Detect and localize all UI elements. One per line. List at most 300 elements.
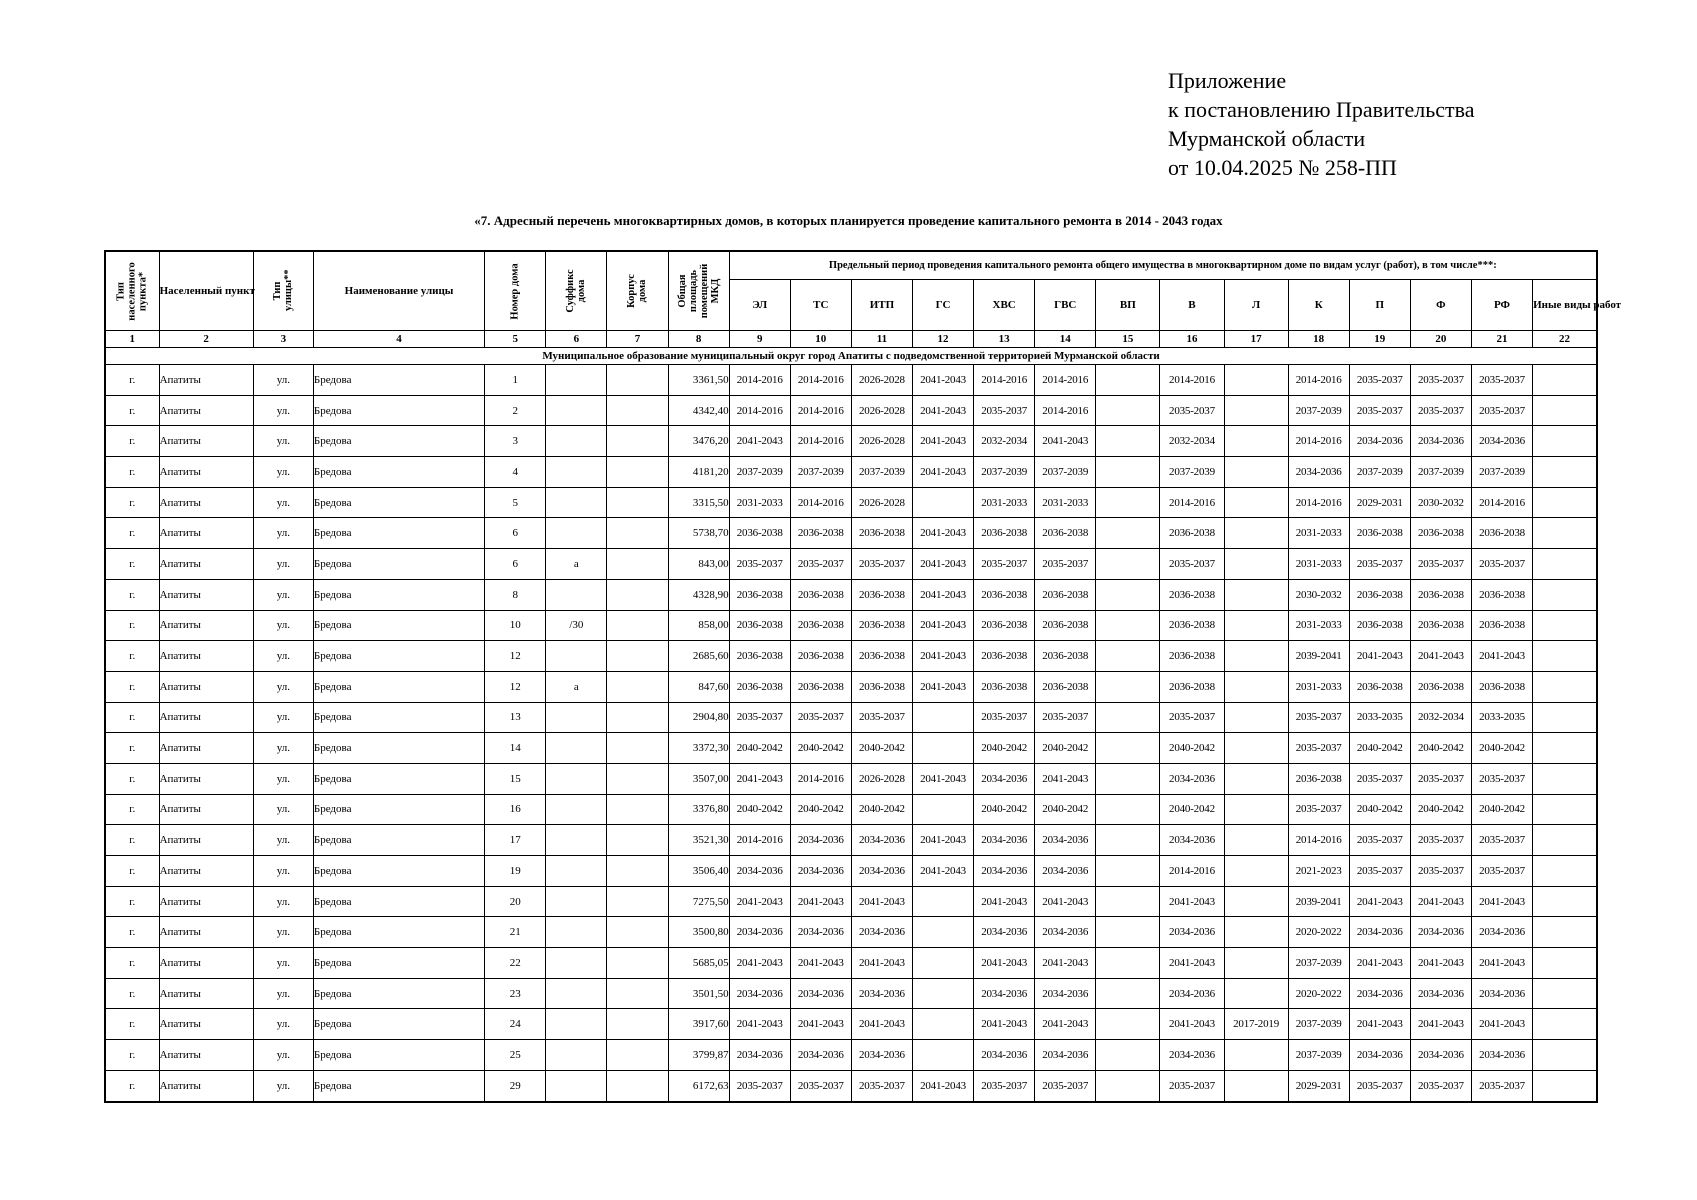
cell-settlement-type: г. xyxy=(105,1040,159,1071)
cell-period-other xyxy=(1533,671,1597,702)
cell-period-itp: 2041-2043 xyxy=(851,1009,912,1040)
table-row xyxy=(105,856,1597,887)
cell-period-p: 2035-2037 xyxy=(1349,395,1410,426)
cell-period-itp: 2035-2037 xyxy=(851,702,912,733)
column-number: 18 xyxy=(1288,331,1349,348)
cell-period-l xyxy=(1224,886,1288,917)
cell-period-k: 2031-2033 xyxy=(1288,671,1349,702)
header-service-rf: РФ xyxy=(1471,280,1532,331)
cell-period-l xyxy=(1224,733,1288,764)
approval-line-2: к постановлению Правительства xyxy=(1168,97,1475,122)
cell-period-ts: 2034-2036 xyxy=(790,917,851,948)
cell-period-f: 2035-2037 xyxy=(1410,549,1471,580)
cell-period-itp: 2034-2036 xyxy=(851,856,912,887)
cell-period-gs: 2041-2043 xyxy=(912,457,973,488)
cell-period-l xyxy=(1224,610,1288,641)
cell-house-suffix xyxy=(546,579,607,610)
table-row xyxy=(105,395,1597,426)
cell-period-v: 2041-2043 xyxy=(1160,1009,1224,1040)
cell-period-gs xyxy=(912,978,973,1009)
cell-street-type: ул. xyxy=(253,978,313,1009)
cell-period-el: 2040-2042 xyxy=(729,794,790,825)
cell-period-vp xyxy=(1096,917,1160,948)
cell-period-rf: 2034-2036 xyxy=(1471,917,1532,948)
cell-period-l xyxy=(1224,426,1288,457)
cell-period-hvs: 2040-2042 xyxy=(974,794,1035,825)
cell-building xyxy=(607,610,668,641)
cell-period-other xyxy=(1533,1070,1597,1101)
cell-period-rf: 2035-2037 xyxy=(1471,856,1532,887)
cell-house-suffix: а xyxy=(546,549,607,580)
cell-period-other xyxy=(1533,978,1597,1009)
cell-period-hvs: 2014-2016 xyxy=(974,365,1035,396)
cell-period-rf: 2036-2038 xyxy=(1471,518,1532,549)
cell-house-number: 23 xyxy=(485,978,546,1009)
cell-period-p: 2035-2037 xyxy=(1349,549,1410,580)
cell-period-gvs: 2040-2042 xyxy=(1035,733,1096,764)
cell-building xyxy=(607,1040,668,1071)
table-row xyxy=(105,641,1597,672)
cell-street-type: ул. xyxy=(253,886,313,917)
cell-street-type: ул. xyxy=(253,856,313,887)
cell-street-type: ул. xyxy=(253,518,313,549)
cell-period-p: 2033-2035 xyxy=(1349,702,1410,733)
cell-house-suffix xyxy=(546,886,607,917)
cell-period-rf: 2041-2043 xyxy=(1471,641,1532,672)
cell-period-gvs: 2036-2038 xyxy=(1035,610,1096,641)
cell-period-p: 2036-2038 xyxy=(1349,671,1410,702)
cell-period-p: 2040-2042 xyxy=(1349,794,1410,825)
cell-period-k: 2037-2039 xyxy=(1288,948,1349,979)
cell-street-type: ул. xyxy=(253,426,313,457)
table-row xyxy=(105,457,1597,488)
cell-period-k: 2039-2041 xyxy=(1288,886,1349,917)
cell-period-hvs: 2034-2036 xyxy=(974,917,1035,948)
header-service-el: ЭЛ xyxy=(729,280,790,331)
cell-building xyxy=(607,856,668,887)
cell-house-number: 3 xyxy=(485,426,546,457)
cell-period-v: 2034-2036 xyxy=(1160,917,1224,948)
header-service-hvs: ХВС xyxy=(974,280,1035,331)
cell-period-other xyxy=(1533,733,1597,764)
cell-period-f: 2040-2042 xyxy=(1410,733,1471,764)
cell-period-k: 2031-2033 xyxy=(1288,610,1349,641)
cell-period-hvs: 2031-2033 xyxy=(974,487,1035,518)
cell-period-hvs: 2035-2037 xyxy=(974,702,1035,733)
cell-house-number: 6 xyxy=(485,518,546,549)
table-row xyxy=(105,1009,1597,1040)
cell-period-p: 2041-2043 xyxy=(1349,641,1410,672)
cell-period-v: 2041-2043 xyxy=(1160,886,1224,917)
cell-period-gvs: 2035-2037 xyxy=(1035,1070,1096,1101)
cell-period-gvs: 2035-2037 xyxy=(1035,549,1096,580)
address-register-table xyxy=(104,250,1622,1103)
cell-period-gvs: 2040-2042 xyxy=(1035,794,1096,825)
cell-period-other xyxy=(1533,365,1597,396)
cell-settlement: Апатиты xyxy=(159,733,253,764)
cell-house-number: 25 xyxy=(485,1040,546,1071)
table-row xyxy=(105,426,1597,457)
cell-period-gvs: 2041-2043 xyxy=(1035,1009,1096,1040)
approval-block xyxy=(1168,66,1474,182)
cell-settlement: Апатиты xyxy=(159,702,253,733)
table-row xyxy=(105,702,1597,733)
cell-period-v: 2014-2016 xyxy=(1160,365,1224,396)
cell-period-f: 2041-2043 xyxy=(1410,1009,1471,1040)
cell-street-type: ул. xyxy=(253,1070,313,1101)
cell-period-vp xyxy=(1096,457,1160,488)
cell-period-k: 2037-2039 xyxy=(1288,1009,1349,1040)
cell-period-ts: 2034-2036 xyxy=(790,1040,851,1071)
cell-period-k: 2014-2016 xyxy=(1288,825,1349,856)
cell-period-other xyxy=(1533,426,1597,457)
cell-period-k: 2035-2037 xyxy=(1288,702,1349,733)
cell-period-other xyxy=(1533,856,1597,887)
cell-period-vp xyxy=(1096,610,1160,641)
cell-period-gvs: 2041-2043 xyxy=(1035,426,1096,457)
cell-settlement-type: г. xyxy=(105,579,159,610)
cell-street-name: Бредова xyxy=(313,487,484,518)
cell-period-gvs: 2034-2036 xyxy=(1035,1040,1096,1071)
cell-period-vp xyxy=(1096,1070,1160,1101)
cell-period-hvs: 2036-2038 xyxy=(974,610,1035,641)
cell-period-hvs: 2034-2036 xyxy=(974,856,1035,887)
cell-period-el: 2036-2038 xyxy=(729,518,790,549)
cell-period-k: 2037-2039 xyxy=(1288,395,1349,426)
cell-street-type: ул. xyxy=(253,825,313,856)
cell-period-ts: 2036-2038 xyxy=(790,579,851,610)
cell-period-ts: 2036-2038 xyxy=(790,641,851,672)
cell-house-number: 8 xyxy=(485,579,546,610)
cell-period-hvs: 2035-2037 xyxy=(974,549,1035,580)
cell-period-other xyxy=(1533,825,1597,856)
cell-period-el: 2036-2038 xyxy=(729,610,790,641)
cell-period-v: 2034-2036 xyxy=(1160,825,1224,856)
header-service-p: П xyxy=(1349,280,1410,331)
table-row xyxy=(105,579,1597,610)
cell-period-gvs: 2031-2033 xyxy=(1035,487,1096,518)
cell-period-f: 2041-2043 xyxy=(1410,886,1471,917)
cell-period-gs xyxy=(912,487,973,518)
cell-settlement: Апатиты xyxy=(159,794,253,825)
cell-period-f: 2036-2038 xyxy=(1410,671,1471,702)
cell-period-hvs: 2035-2037 xyxy=(974,1070,1035,1101)
cell-period-gvs: 2036-2038 xyxy=(1035,671,1096,702)
column-number: 9 xyxy=(729,331,790,348)
cell-period-rf: 2036-2038 xyxy=(1471,579,1532,610)
header-settlement-type: Тип населенного пункта* xyxy=(105,251,159,331)
cell-period-hvs: 2041-2043 xyxy=(974,1009,1035,1040)
column-number: 12 xyxy=(912,331,973,348)
cell-house-suffix: а xyxy=(546,671,607,702)
cell-period-v: 2035-2037 xyxy=(1160,549,1224,580)
cell-period-ts: 2041-2043 xyxy=(790,886,851,917)
cell-settlement-type: г. xyxy=(105,856,159,887)
cell-street-type: ул. xyxy=(253,671,313,702)
cell-period-ts: 2035-2037 xyxy=(790,549,851,580)
cell-period-v: 2036-2038 xyxy=(1160,610,1224,641)
cell-period-hvs: 2041-2043 xyxy=(974,948,1035,979)
column-number: 5 xyxy=(485,331,546,348)
cell-street-type: ул. xyxy=(253,395,313,426)
cell-house-suffix xyxy=(546,1009,607,1040)
cell-period-ts: 2034-2036 xyxy=(790,856,851,887)
cell-period-l xyxy=(1224,917,1288,948)
cell-building xyxy=(607,671,668,702)
cell-period-itp: 2041-2043 xyxy=(851,886,912,917)
cell-settlement-type: г. xyxy=(105,487,159,518)
cell-settlement-type: г. xyxy=(105,763,159,794)
cell-period-rf: 2034-2036 xyxy=(1471,978,1532,1009)
cell-period-el: 2034-2036 xyxy=(729,856,790,887)
cell-period-rf: 2035-2037 xyxy=(1471,763,1532,794)
cell-period-gvs: 2037-2039 xyxy=(1035,457,1096,488)
cell-area: 5685,05 xyxy=(668,948,729,979)
table-row xyxy=(105,794,1597,825)
cell-period-vp xyxy=(1096,579,1160,610)
cell-period-l xyxy=(1224,702,1288,733)
cell-period-ts: 2035-2037 xyxy=(790,1070,851,1101)
table-row xyxy=(105,948,1597,979)
cell-area: 4181,20 xyxy=(668,457,729,488)
cell-house-suffix xyxy=(546,794,607,825)
cell-settlement-type: г. xyxy=(105,978,159,1009)
cell-period-v: 2014-2016 xyxy=(1160,856,1224,887)
cell-street-name: Бредова xyxy=(313,641,484,672)
cell-area: 3506,40 xyxy=(668,856,729,887)
cell-settlement-type: г. xyxy=(105,518,159,549)
header-street-type: Тип улицы** xyxy=(253,251,313,331)
cell-area: 3507,00 xyxy=(668,763,729,794)
header-house-number: Номер дома xyxy=(485,251,546,331)
cell-house-number: 14 xyxy=(485,733,546,764)
cell-period-hvs: 2035-2037 xyxy=(974,395,1035,426)
cell-building xyxy=(607,886,668,917)
cell-street-type: ул. xyxy=(253,487,313,518)
cell-period-p: 2034-2036 xyxy=(1349,1040,1410,1071)
column-number: 15 xyxy=(1096,331,1160,348)
cell-period-v: 2037-2039 xyxy=(1160,457,1224,488)
cell-period-gs: 2041-2043 xyxy=(912,763,973,794)
cell-house-suffix xyxy=(546,733,607,764)
cell-period-p: 2036-2038 xyxy=(1349,579,1410,610)
cell-house-suffix xyxy=(546,978,607,1009)
cell-period-gvs: 2041-2043 xyxy=(1035,948,1096,979)
column-number-row xyxy=(105,331,1597,348)
cell-house-suffix xyxy=(546,856,607,887)
cell-settlement: Апатиты xyxy=(159,671,253,702)
header-service-f: Ф xyxy=(1410,280,1471,331)
cell-area: 2904,80 xyxy=(668,702,729,733)
cell-period-vp xyxy=(1096,426,1160,457)
cell-period-itp: 2037-2039 xyxy=(851,457,912,488)
cell-area: 3315,50 xyxy=(668,487,729,518)
cell-period-f: 2030-2032 xyxy=(1410,487,1471,518)
cell-period-ts: 2041-2043 xyxy=(790,948,851,979)
cell-settlement: Апатиты xyxy=(159,825,253,856)
cell-period-hvs: 2034-2036 xyxy=(974,978,1035,1009)
cell-period-gvs: 2034-2036 xyxy=(1035,856,1096,887)
cell-house-number: 12 xyxy=(485,641,546,672)
cell-period-rf: 2035-2037 xyxy=(1471,549,1532,580)
cell-period-ts: 2036-2038 xyxy=(790,518,851,549)
cell-period-k: 2020-2022 xyxy=(1288,917,1349,948)
cell-building xyxy=(607,395,668,426)
cell-building xyxy=(607,733,668,764)
cell-period-other xyxy=(1533,579,1597,610)
column-number: 19 xyxy=(1349,331,1410,348)
cell-settlement-type: г. xyxy=(105,733,159,764)
cell-period-other xyxy=(1533,395,1597,426)
cell-street-type: ул. xyxy=(253,579,313,610)
cell-street-type: ул. xyxy=(253,733,313,764)
cell-period-vp xyxy=(1096,518,1160,549)
cell-street-type: ул. xyxy=(253,702,313,733)
cell-period-k: 2036-2038 xyxy=(1288,763,1349,794)
cell-period-l xyxy=(1224,365,1288,396)
cell-period-l xyxy=(1224,763,1288,794)
cell-street-name: Бредова xyxy=(313,671,484,702)
cell-period-itp: 2035-2037 xyxy=(851,549,912,580)
cell-house-number: 10 xyxy=(485,610,546,641)
table-row xyxy=(105,518,1597,549)
cell-area: 843,00 xyxy=(668,549,729,580)
cell-period-vp xyxy=(1096,641,1160,672)
cell-period-gs: 2041-2043 xyxy=(912,671,973,702)
cell-period-hvs: 2034-2036 xyxy=(974,1040,1035,1071)
cell-house-number: 29 xyxy=(485,1070,546,1101)
cell-house-suffix xyxy=(546,917,607,948)
table-row xyxy=(105,549,1597,580)
cell-street-name: Бредова xyxy=(313,395,484,426)
cell-street-name: Бредова xyxy=(313,702,484,733)
cell-period-vp xyxy=(1096,856,1160,887)
cell-period-vp xyxy=(1096,948,1160,979)
cell-period-l xyxy=(1224,978,1288,1009)
cell-building xyxy=(607,487,668,518)
cell-period-itp: 2041-2043 xyxy=(851,948,912,979)
cell-street-type: ул. xyxy=(253,917,313,948)
cell-building xyxy=(607,917,668,948)
column-number: 6 xyxy=(546,331,607,348)
cell-period-el: 2034-2036 xyxy=(729,1040,790,1071)
cell-period-ts: 2034-2036 xyxy=(790,825,851,856)
cell-area: 7275,50 xyxy=(668,886,729,917)
cell-building xyxy=(607,948,668,979)
cell-building xyxy=(607,825,668,856)
cell-period-other xyxy=(1533,487,1597,518)
cell-area: 2685,60 xyxy=(668,641,729,672)
cell-street-name: Бредова xyxy=(313,579,484,610)
cell-area: 3521,30 xyxy=(668,825,729,856)
cell-period-p: 2035-2037 xyxy=(1349,825,1410,856)
cell-street-name: Бредова xyxy=(313,825,484,856)
cell-period-f: 2040-2042 xyxy=(1410,794,1471,825)
cell-period-vp xyxy=(1096,395,1160,426)
cell-street-name: Бредова xyxy=(313,1009,484,1040)
cell-settlement-type: г. xyxy=(105,457,159,488)
cell-period-gs: 2041-2043 xyxy=(912,1070,973,1101)
column-number: 8 xyxy=(668,331,729,348)
cell-period-gs xyxy=(912,917,973,948)
cell-house-suffix xyxy=(546,948,607,979)
cell-period-l xyxy=(1224,549,1288,580)
column-number: 16 xyxy=(1160,331,1224,348)
table-row xyxy=(105,1040,1597,1071)
cell-settlement: Апатиты xyxy=(159,1040,253,1071)
cell-period-itp: 2036-2038 xyxy=(851,610,912,641)
cell-period-f: 2035-2037 xyxy=(1410,365,1471,396)
cell-period-f: 2035-2037 xyxy=(1410,825,1471,856)
cell-period-el: 2036-2038 xyxy=(729,671,790,702)
cell-period-rf: 2033-2035 xyxy=(1471,702,1532,733)
cell-period-k: 2021-2023 xyxy=(1288,856,1349,887)
cell-period-vp xyxy=(1096,886,1160,917)
cell-period-gs: 2041-2043 xyxy=(912,610,973,641)
table-row xyxy=(105,763,1597,794)
cell-building xyxy=(607,763,668,794)
cell-period-other xyxy=(1533,1009,1597,1040)
cell-building xyxy=(607,641,668,672)
cell-period-p: 2035-2037 xyxy=(1349,856,1410,887)
cell-period-vp xyxy=(1096,487,1160,518)
cell-period-f: 2036-2038 xyxy=(1410,518,1471,549)
cell-street-type: ул. xyxy=(253,365,313,396)
cell-period-p: 2034-2036 xyxy=(1349,426,1410,457)
cell-period-gs: 2041-2043 xyxy=(912,365,973,396)
cell-period-itp: 2026-2028 xyxy=(851,365,912,396)
cell-period-v: 2036-2038 xyxy=(1160,518,1224,549)
cell-period-gs xyxy=(912,702,973,733)
header-service-vp: ВП xyxy=(1096,280,1160,331)
table-row xyxy=(105,978,1597,1009)
cell-area: 3361,50 xyxy=(668,365,729,396)
cell-period-f: 2034-2036 xyxy=(1410,426,1471,457)
cell-period-vp xyxy=(1096,365,1160,396)
cell-building xyxy=(607,794,668,825)
cell-building xyxy=(607,1070,668,1101)
cell-period-k: 2029-2031 xyxy=(1288,1070,1349,1101)
cell-street-type: ул. xyxy=(253,457,313,488)
cell-period-gvs: 2035-2037 xyxy=(1035,702,1096,733)
cell-house-suffix xyxy=(546,825,607,856)
cell-street-name: Бредова xyxy=(313,856,484,887)
column-number: 4 xyxy=(313,331,484,348)
cell-period-rf: 2035-2037 xyxy=(1471,1070,1532,1101)
cell-period-other xyxy=(1533,917,1597,948)
cell-period-f: 2036-2038 xyxy=(1410,579,1471,610)
cell-period-v: 2036-2038 xyxy=(1160,641,1224,672)
cell-settlement: Апатиты xyxy=(159,1070,253,1101)
cell-period-ts: 2014-2016 xyxy=(790,365,851,396)
table-row xyxy=(105,671,1597,702)
cell-period-rf: 2035-2037 xyxy=(1471,825,1532,856)
cell-house-suffix xyxy=(546,641,607,672)
cell-building xyxy=(607,457,668,488)
cell-settlement-type: г. xyxy=(105,794,159,825)
cell-period-l xyxy=(1224,395,1288,426)
cell-house-suffix xyxy=(546,1040,607,1071)
cell-house-suffix xyxy=(546,1070,607,1101)
cell-settlement: Апатиты xyxy=(159,365,253,396)
cell-settlement: Апатиты xyxy=(159,886,253,917)
cell-period-vp xyxy=(1096,1040,1160,1071)
cell-period-l xyxy=(1224,856,1288,887)
cell-period-itp: 2034-2036 xyxy=(851,978,912,1009)
cell-period-v: 2040-2042 xyxy=(1160,794,1224,825)
table-row xyxy=(105,610,1597,641)
cell-settlement: Апатиты xyxy=(159,856,253,887)
